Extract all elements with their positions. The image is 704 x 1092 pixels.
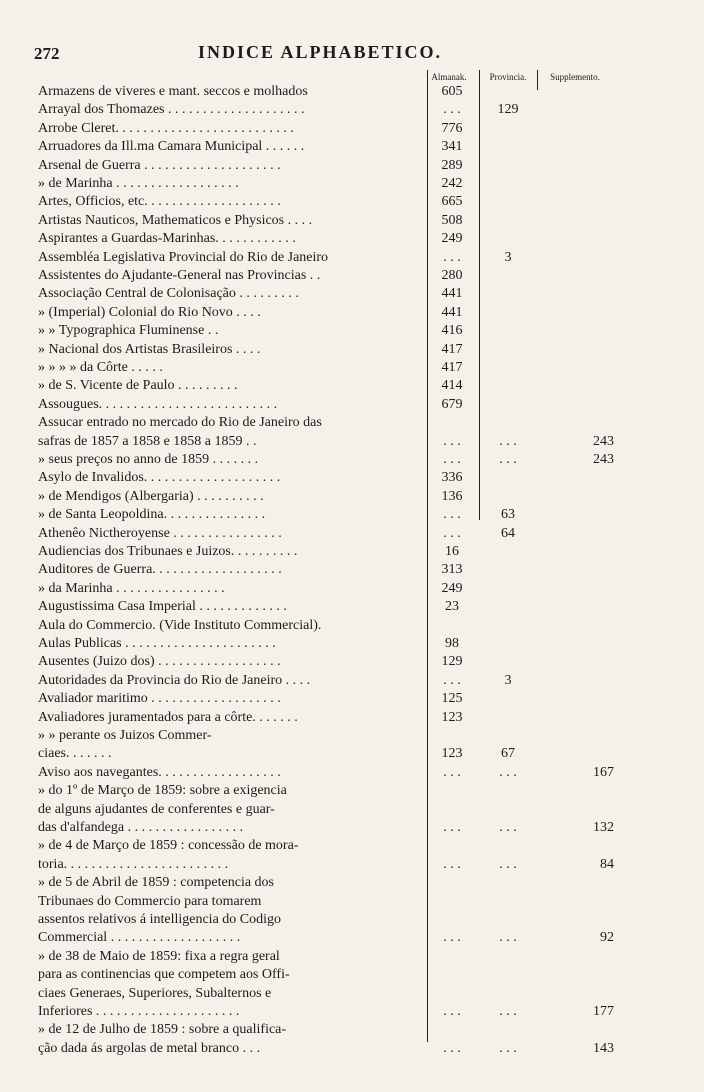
entry-text: » do 1º de Março de 1859: sobre a exigencia	[38, 783, 287, 799]
provincia-page: 3	[504, 672, 512, 688]
almanak-page: 665	[441, 194, 463, 210]
almanak-page: . . .	[443, 507, 461, 523]
entry-text: Artistas Nauticos, Mathematicos e Physicos . . . .	[38, 212, 313, 228]
entry-text: Aula do Commercio. (Vide Instituto Commercial).	[38, 617, 322, 633]
entry-text: Assistentes do Ajudante-General nas Provincias . .	[38, 268, 321, 283]
entry-text: Associação Central de Colonisação . . . . . . . . .	[38, 286, 299, 302]
provincia-page: . . .	[499, 820, 517, 835]
entry-text: safras de 1857 a 1858 e 1858 a 1859 . .	[38, 433, 257, 449]
provincia-page: 64	[501, 525, 515, 541]
almanak-page: 776	[441, 120, 463, 136]
entry-text: Tribunaes do Commercio para tomarem	[38, 893, 262, 909]
almanak-page: 249	[441, 580, 463, 596]
entry-text: Assucar entrado no mercado do Rio de Janeiro das	[38, 415, 322, 431]
almanak-page: 129	[441, 654, 463, 670]
almanak-page: . . .	[443, 452, 461, 467]
column-divider	[537, 70, 538, 90]
almanak-page: 125	[441, 691, 463, 707]
entry-text: para as continencias que competem aos Offi-	[38, 967, 290, 983]
supplemento-page: 243	[593, 452, 614, 467]
entry-text: » de 5 de Abril de 1859 : competencia dos	[38, 875, 274, 891]
entry-text: Artes, Officios, etc. . . . . . . . . . . . . . . . . . . .	[38, 194, 281, 210]
entry-text: » de Marinha . . . . . . . . . . . . . . . . . .	[38, 176, 239, 191]
supplemento-page: 177	[593, 1004, 614, 1019]
almanak-page: . . .	[443, 525, 461, 541]
entry-text: Arrayal dos Thomazes . . . . . . . . . . . . . . . . . . . .	[38, 102, 305, 118]
supplemento-page: 84	[600, 856, 614, 872]
entry-text: » » perante os Juizos Commer-	[38, 728, 212, 743]
entry-text: Avaliador maritimo . . . . . . . . . . . . . . . . . . .	[38, 691, 281, 707]
almanak-page: 136	[441, 488, 463, 504]
entry-text: » » Typographica Fluminense . .	[38, 323, 219, 339]
almanak-page: 508	[441, 212, 463, 228]
entry-text: Ausentes (Juizo dos) . . . . . . . . . . . . . . . . . .	[38, 654, 281, 670]
almanak-page: 417	[441, 341, 463, 357]
almanak-page: 123	[441, 746, 463, 762]
provincia-page: 3	[504, 249, 512, 265]
entry-text: Arsenal de Guerra . . . . . . . . . . . . . . . . . . . .	[38, 157, 281, 173]
entry-text: Armazens de viveres e mant. seccos e molhados	[38, 84, 308, 99]
provincia-page: . . .	[499, 930, 517, 946]
provincia-page: 63	[501, 507, 515, 523]
entry-text: ciaes Generaes, Superiores, Subalternos e	[38, 985, 272, 1001]
almanak-page: 341	[441, 139, 463, 155]
entry-text: toria. . . . . . . . . . . . . . . . . . . . . . . .	[38, 856, 229, 872]
provincia-page: 129	[497, 102, 519, 118]
entry-text: Augustissima Casa Imperial . . . . . . . . . . . . .	[38, 599, 287, 615]
provincia-page: 67	[501, 746, 515, 762]
entry-text: » Nacional dos Artistas Brasileiros . . . .	[38, 341, 261, 357]
entry-text: Arrobe Cleret. . . . . . . . . . . . . . . . . . . . . . . . . .	[38, 120, 294, 136]
entry-text: » de 38 de Maio de 1859: fixa a regra geral	[38, 948, 280, 964]
entry-text: Aulas Publicas . . . . . . . . . . . . . . . . . . . . . .	[38, 636, 276, 651]
almanak-page: 123	[441, 709, 463, 725]
almanak-page: 679	[441, 396, 463, 412]
entry-text: Audiencias dos Tribunaes e Juizos. . . . . . . . . .	[38, 544, 298, 559]
entry-text: Auditores de Guerra. . . . . . . . . . . . . . . . . . .	[38, 562, 282, 578]
almanak-page: . . .	[443, 764, 461, 780]
almanak-page: . . .	[443, 820, 461, 835]
provincia-page: . . .	[499, 1004, 517, 1019]
entry-text: » » » » da Côrte . . . . .	[38, 360, 163, 375]
entry-text: Arruadores da Ill.ma Camara Municipal . . . . . .	[38, 139, 305, 155]
almanak-page: 313	[441, 562, 463, 578]
almanak-page: 441	[441, 286, 463, 302]
entry-text: » de 4 de Março de 1859 : concessão de mora-	[38, 838, 299, 854]
entry-text: Avaliadores juramentados para a côrte. . . . . . .	[38, 709, 298, 725]
column-header-almanak: Almanak.	[431, 72, 467, 82]
column-header-provincia: Provincia.	[489, 72, 527, 82]
entry-text: ção dada ás argolas de metal branco . . .	[38, 1040, 261, 1056]
almanak-page: . . .	[443, 930, 461, 946]
entry-text: Autoridades da Provincia do Rio de Janeiro . . . .	[38, 672, 311, 688]
almanak-page: . . .	[443, 102, 461, 118]
almanak-page: 249	[441, 231, 463, 247]
supplemento-page: 143	[593, 1040, 614, 1056]
almanak-page: 242	[441, 176, 463, 191]
entry-text: assentos relativos á intelligencia do Codigo	[38, 912, 282, 927]
provincia-page: . . .	[499, 1040, 517, 1056]
entry-text: Commercial . . . . . . . . . . . . . . . . . . .	[38, 930, 241, 946]
almanak-page: 441	[441, 304, 463, 320]
entry-text: de alguns ajudantes de conferentes e guar-	[38, 801, 275, 817]
provincia-page: . . .	[499, 433, 517, 449]
entry-text: Asylo de Invalidos. . . . . . . . . . . . . . . . . . . .	[38, 470, 281, 486]
entry-text: Aspirantes a Guardas-Marinhas. . . . . . . . . . . .	[38, 231, 296, 247]
entry-text: » da Marinha . . . . . . . . . . . . . . . .	[38, 580, 225, 596]
entry-text: » de Santa Leopoldina. . . . . . . . . . . . . . .	[38, 507, 266, 523]
entry-text: Inferiores . . . . . . . . . . . . . . . . . . . . .	[38, 1004, 240, 1019]
entry-text: Assougues. . . . . . . . . . . . . . . . . . . . . . . . . .	[38, 396, 278, 412]
page-title: INDICE ALPHABETICO.	[198, 42, 443, 62]
almanak-page: 280	[441, 268, 463, 283]
almanak-page: 16	[445, 544, 459, 559]
almanak-page: 417	[441, 360, 463, 375]
supplemento-page: 92	[600, 930, 614, 946]
entry-text: Athenêo Nictheroyense . . . . . . . . . . . . . . . .	[38, 525, 282, 541]
almanak-page: 414	[441, 378, 463, 394]
almanak-page: 23	[445, 599, 459, 615]
almanak-page: . . .	[443, 1040, 461, 1056]
page-number: 272	[34, 44, 60, 63]
entry-text: Aviso aos navegantes. . . . . . . . . . . . . . . . . .	[38, 764, 281, 780]
provincia-page: . . .	[499, 764, 517, 780]
entry-text: Assembléa Legislativa Provincial do Rio de Janeiro	[38, 249, 329, 265]
entry-text: » (Imperial) Colonial do Rio Novo . . . .	[38, 304, 261, 320]
almanak-page: . . .	[443, 249, 461, 265]
entry-text: das d'alfandega . . . . . . . . . . . . . . . . .	[38, 820, 244, 835]
almanak-page: . . .	[443, 856, 461, 872]
provincia-page: . . .	[499, 452, 517, 467]
supplemento-page: 243	[593, 433, 614, 449]
almanak-page: 336	[441, 470, 463, 486]
entry-text: » de S. Vicente de Paulo . . . . . . . . .	[38, 378, 238, 394]
almanak-page: . . .	[443, 1004, 461, 1019]
supplemento-page: 132	[593, 820, 614, 835]
almanak-page: . . .	[443, 672, 461, 688]
almanak-page: 605	[441, 84, 463, 99]
entry-text: » seus preços no anno de 1859 . . . . . . .	[38, 452, 259, 467]
almanak-page: 289	[441, 157, 463, 173]
entry-text: ciaes. . . . . . .	[38, 746, 112, 762]
almanak-page: 416	[441, 323, 463, 339]
column-header-supplemento: Supplemento.	[550, 72, 600, 82]
supplemento-page: 167	[593, 764, 614, 780]
provincia-page: . . .	[499, 856, 517, 872]
entry-text: » de Mendigos (Albergaria) . . . . . . . . . .	[38, 488, 264, 504]
almanak-page: 98	[445, 636, 459, 651]
entry-text: » de 12 de Julho de 1859 : sobre a qualifica-	[38, 1022, 287, 1038]
almanak-page: . . .	[443, 433, 461, 449]
